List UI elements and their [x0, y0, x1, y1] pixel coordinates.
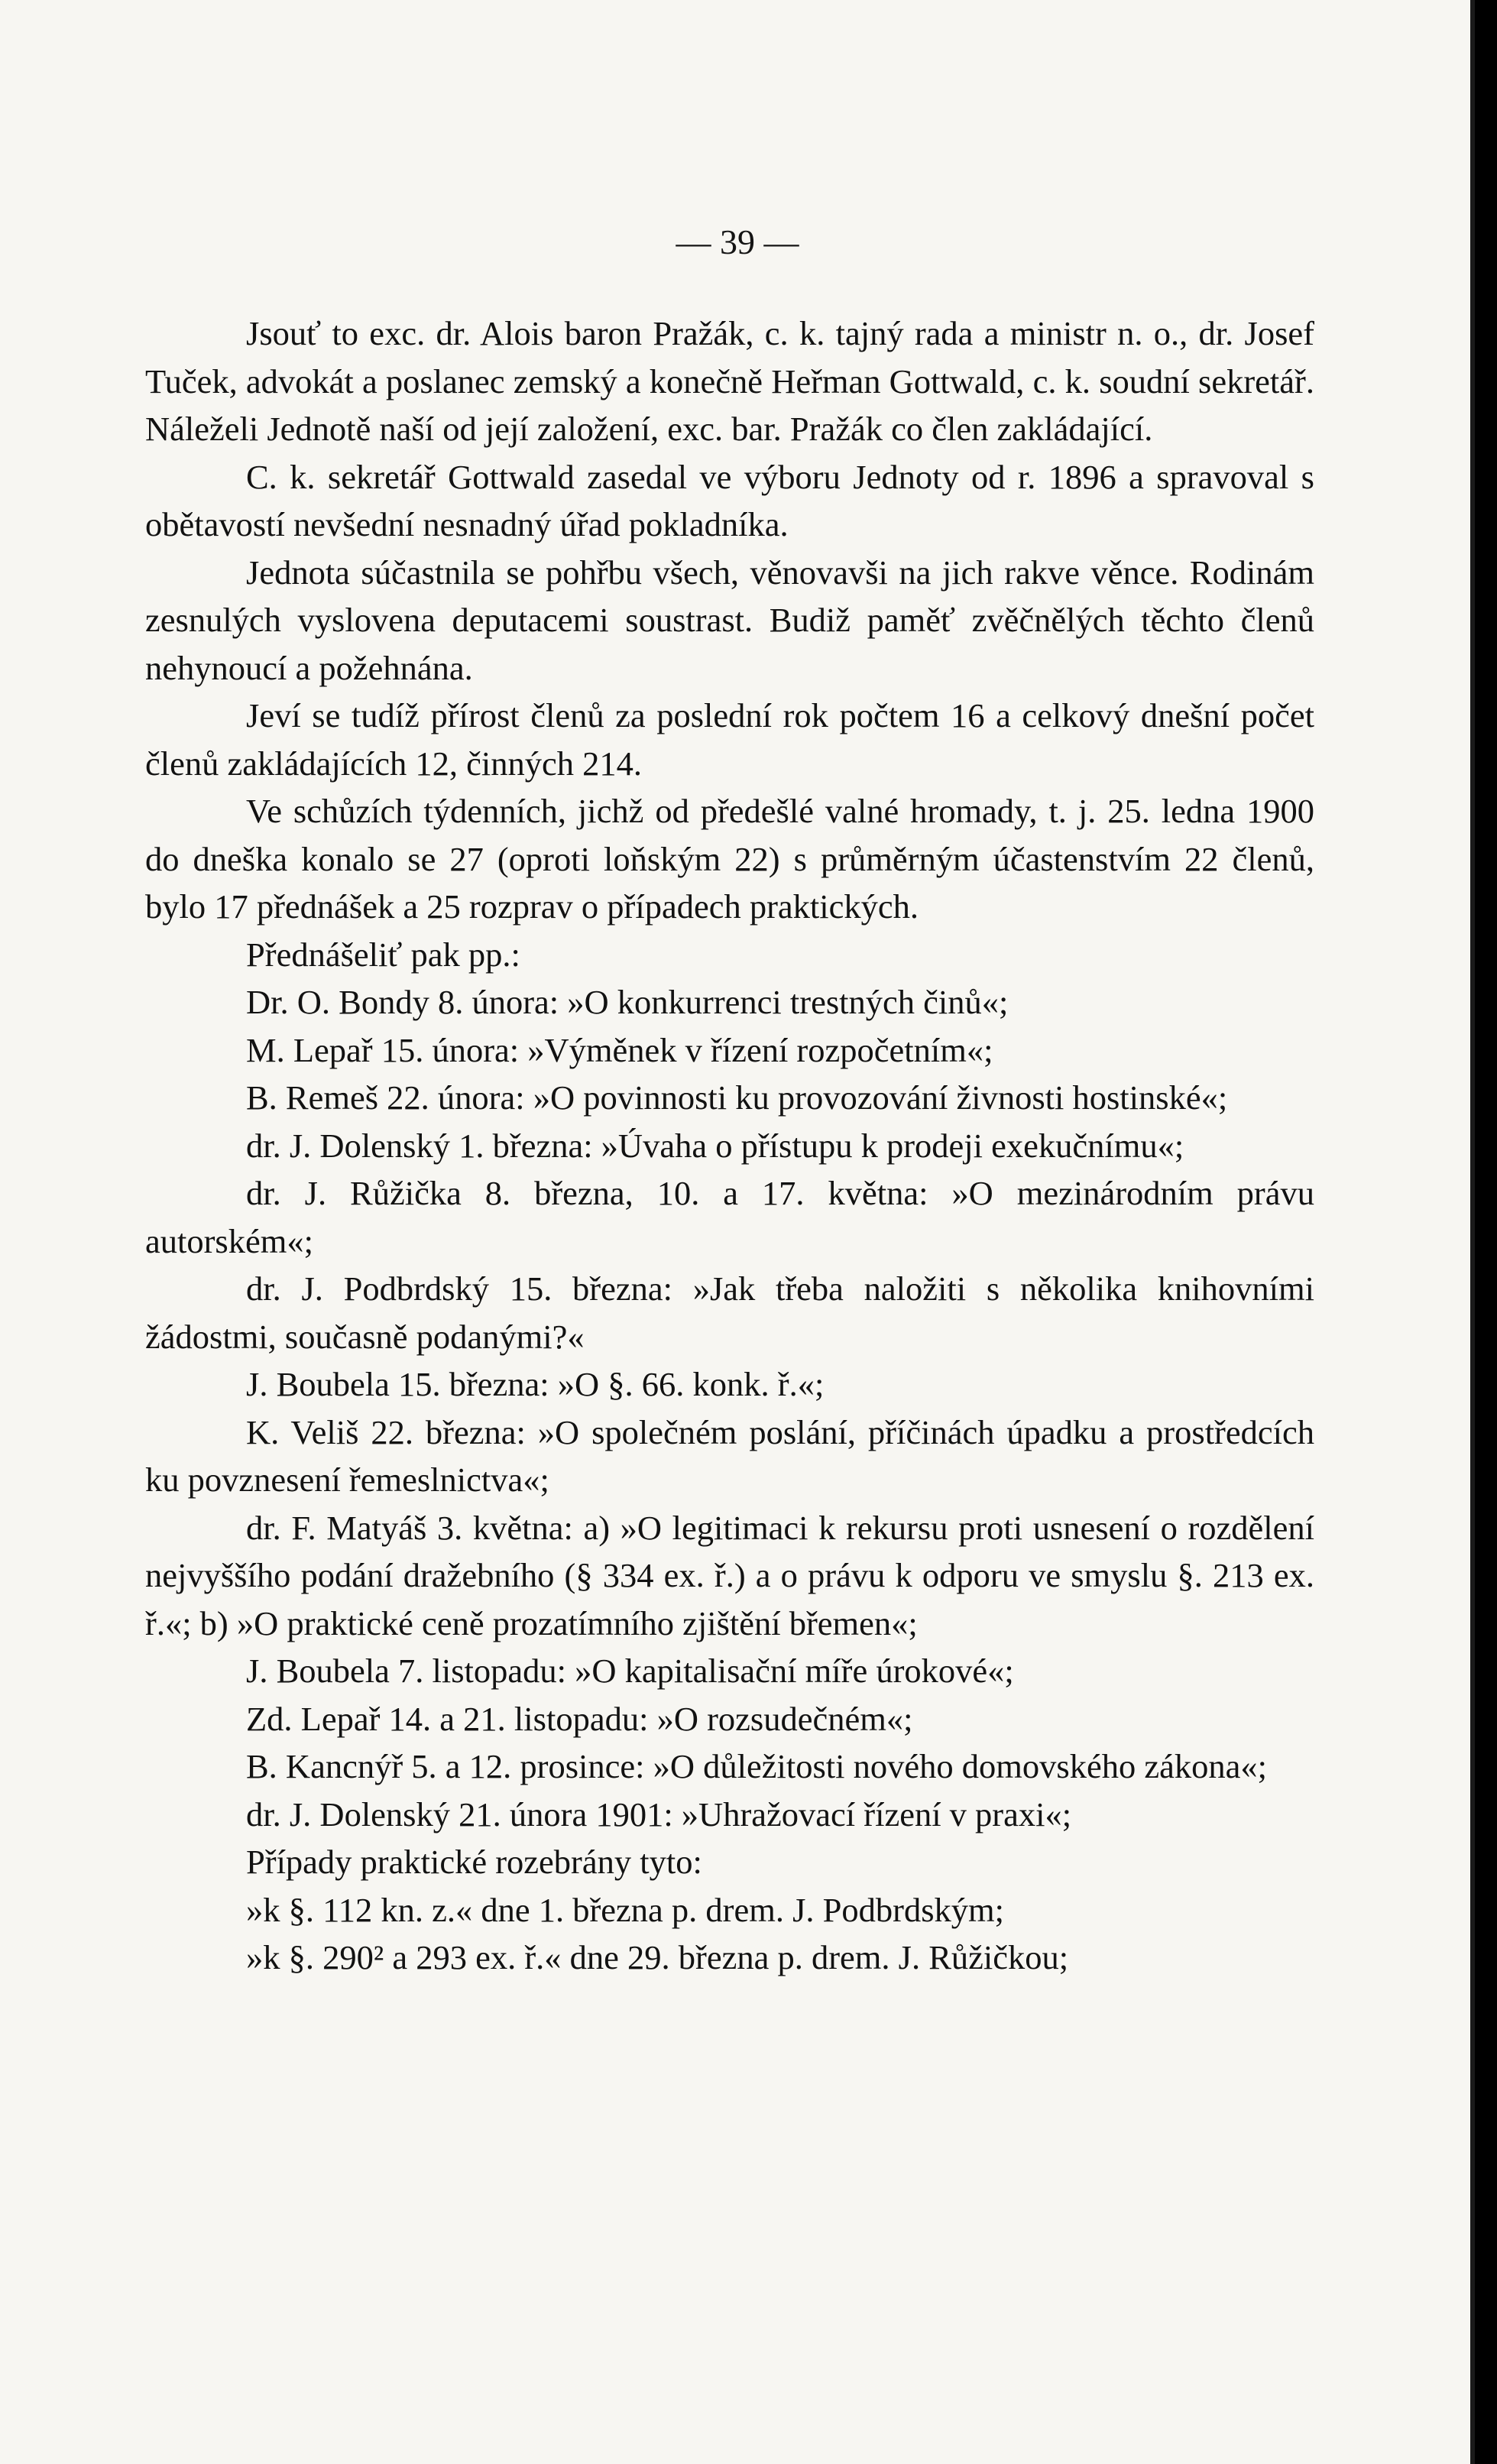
paragraph-funeral: Jednota súčastnila se pohřbu všech, věnovavši na jich rakve věnce. Rodinám zesnulých vyslovena deputacemi soustrast. Budiž paměť zvěčnělých těchto členů nehynoucí a požehnána. — [145, 553, 1314, 687]
lecture-item: B. Kancnýř 5. a 12. prosince: »O důležitosti nového domovského zákona«; — [246, 1747, 1267, 1785]
lecture-item: dr. J. Dolenský 21. února 1901: »Uhražovací řízení v praxi«; — [246, 1795, 1072, 1833]
page-number: — 39 — — [676, 222, 799, 261]
lecture-item: K. Veliš 22. března: »O společném poslání, příčinách úpadku a prostředcích ku povznesení řemeslnictva«; — [145, 1412, 1314, 1499]
paragraph-lecturers-intro: Přednášeliť pak pp.: — [246, 935, 520, 974]
case-item: »k §. 290² a 293 ex. ř.« dne 29. března p. drem. J. Růžičkou; — [246, 1938, 1069, 1976]
paragraph-gottwald: C. k. sekretář Gottwald zasedal ve výboru Jednoty od r. 1896 a spravoval s obětavostí nevšední nesnadný úřad pokladníka. — [145, 457, 1314, 543]
lecture-item: J. Boubela 15. března: »O §. 66. konk. ř.«; — [246, 1365, 825, 1403]
lecture-item: dr. J. Dolenský 1. března: »Úvaha o přístupu k prodeji exekučnímu«; — [246, 1126, 1184, 1165]
lecture-item: dr. J. Podbrdský 15. března: »Jak třeba naložiti s několika knihovními žádostmi, současně podanými?« — [145, 1269, 1314, 1356]
paragraph-cases-intro: Případy praktické rozebrány tyto: — [246, 1843, 702, 1881]
lecture-item: Zd. Lepař 14. a 21. listopadu: »O rozsudečném«; — [246, 1699, 913, 1738]
lecture-item: dr. J. Růžička 8. března, 10. a 17. května: »O mezinárodním právu autorském«; — [145, 1174, 1314, 1260]
lecture-item: B. Remeš 22. února: »O povinnosti ku provozování živnosti hostinské«; — [246, 1078, 1228, 1117]
paragraph-weekly-meetings: Ve schůzích týdenních, jichž od předešlé valné hromady, t. j. 25. ledna 1900 do dneška konalo se 27 (oproti loňským 22) s průměrným účastenstvím 22 členů, bylo 17 přednášek a 25 rozprav o případech praktických. — [145, 792, 1314, 926]
lecture-item: J. Boubela 7. listopadu: »O kapitalisační míře úrokové«; — [246, 1652, 1014, 1690]
lecture-item: dr. F. Matyáš 3. května: a) »O legitimaci k rekursu proti usnesení o rozdělení nejvyššího podání dražebního (§ 334 ex. ř.) a o právu k odporu ve smyslu §. 213 ex. ř.«; b) »O praktické ceně prozatímního zjištění břemen«; — [145, 1508, 1314, 1642]
paragraph-membership-count: Jeví se tudíž přírost členů za poslední rok počtem 16 a celkový dnešní počet členů zakládajících 12, činných 214. — [145, 696, 1314, 783]
page-body — [145, 310, 1314, 1982]
paragraph-deceased-members: Jsouť to exc. dr. Alois baron Pražák, c. k. tajný rada a ministr n. o., dr. Josef Tuček, advokát a poslanec zemský a konečně Heřman Gottwald, c. k. soudní sekretář. Náleželi Jednotě naší od její založení, exc. bar. Pražák co člen zakládající. — [145, 314, 1314, 448]
lecture-item: Dr. O. Bondy 8. února: »O konkurrenci trestných činů«; — [246, 983, 1009, 1021]
lecture-item: M. Lepař 15. února: »Výměnek v řízení rozpočetním«; — [246, 1030, 993, 1069]
case-item: »k §. 112 kn. z.« dne 1. března p. drem. J. Podbrdským; — [246, 1890, 1005, 1929]
